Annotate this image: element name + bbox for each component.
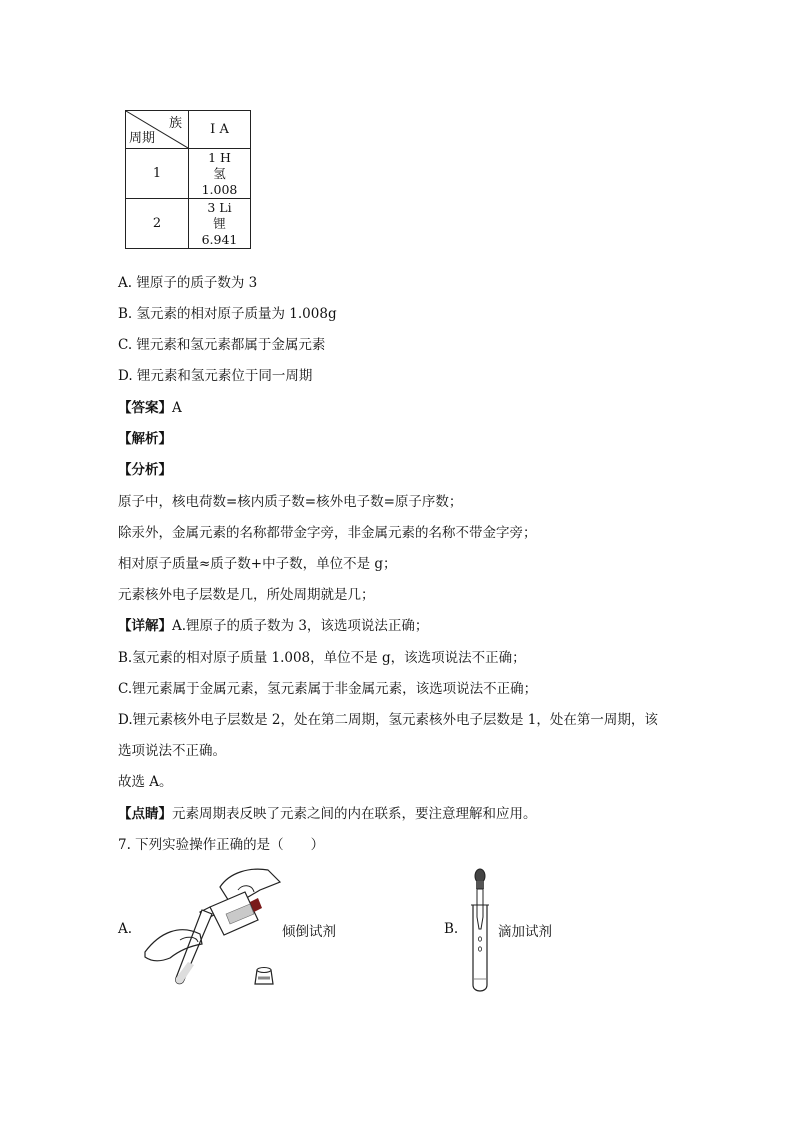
figure-b-caption: 滴加试剂 — [498, 924, 552, 940]
detail-first-text: A.锂原子的质子数为 3，该选项说法正确； — [172, 618, 429, 634]
figure-a-letter: A. — [118, 921, 133, 937]
analysis-heading — [118, 427, 172, 447]
conclusion: 故选 A。 — [118, 774, 173, 790]
fenxi-label: 【分析】 — [118, 462, 172, 478]
analysis-label: 【解析】 — [118, 431, 172, 447]
figure-b-letter: B. — [444, 921, 459, 937]
pouring-reagent-illustration — [140, 862, 285, 992]
period-cell: 2 — [126, 199, 189, 249]
fenxi-line: 原子中，核电荷数=核内质子数=核外电子数=原子序数； — [118, 494, 463, 510]
element-mass: 1.008 — [201, 181, 238, 197]
comment-text: 元素周期表反映了元素之间的内在联系，要注意理解和应用。 — [172, 806, 537, 822]
dropper-illustration — [465, 867, 495, 995]
table-row — [126, 199, 251, 249]
answer-value: A — [172, 400, 182, 416]
comment-line — [118, 802, 537, 822]
periodic-table-excerpt — [125, 110, 251, 249]
table-header-diagonal — [126, 111, 189, 149]
detail-label: 【详解】 — [118, 618, 172, 634]
element-symbol: 3 Li — [207, 199, 232, 215]
fenxi-line: 除汞外，金属元素的名称都带金字旁，非金属元素的名称不带金字旁； — [118, 525, 537, 541]
element-mass: 6.941 — [201, 231, 238, 247]
detail-line: 选项说法不正确。 — [118, 743, 226, 759]
table-row — [126, 149, 251, 199]
question-7: 7. 下列实验操作正确的是（ ） — [118, 837, 325, 853]
fenxi-heading — [118, 458, 172, 478]
group-name-cell: I A — [189, 111, 251, 149]
period-header-label: 周期 — [129, 131, 156, 146]
fenxi-line: 元素核外电子层数是几，所处周期就是几； — [118, 587, 375, 603]
option-c: C. 锂元素和氢元素都属于金属元素 — [118, 337, 326, 353]
group-header-label: 族 — [168, 116, 182, 131]
answer-label: 【答案】 — [118, 400, 172, 416]
option-d: D. 锂元素和氢元素位于同一周期 — [118, 368, 313, 384]
option-b: B. 氢元素的相对原子质量为 1.008g — [118, 306, 337, 322]
detail-line: B.氢元素的相对原子质量 1.008，单位不是 g，该选项说法不正确； — [118, 650, 526, 666]
element-symbol: 1 H — [208, 149, 231, 165]
element-cell — [189, 199, 251, 249]
fenxi-line: 相对原子质量≈质子数+中子数，单位不是 g； — [118, 556, 397, 572]
detail-first-line — [118, 614, 428, 634]
element-name: 锂 — [213, 215, 226, 231]
detail-line: C.锂元素属于金属元素，氢元素属于非金属元素，该选项说法不正确； — [118, 681, 538, 697]
option-a: A. 锂原子的质子数为 3 — [118, 275, 258, 291]
element-name: 氢 — [213, 165, 226, 181]
period-cell: 1 — [126, 149, 189, 199]
figure-a-caption: 倾倒试剂 — [282, 924, 336, 940]
answer-line — [118, 396, 182, 416]
element-cell — [189, 149, 251, 199]
comment-label: 【点睛】 — [118, 806, 172, 822]
detail-line: D.锂元素核外电子层数是 2，处在第二周期，氢元素核外电子层数是 1，处在第一周期，该 — [118, 712, 658, 728]
